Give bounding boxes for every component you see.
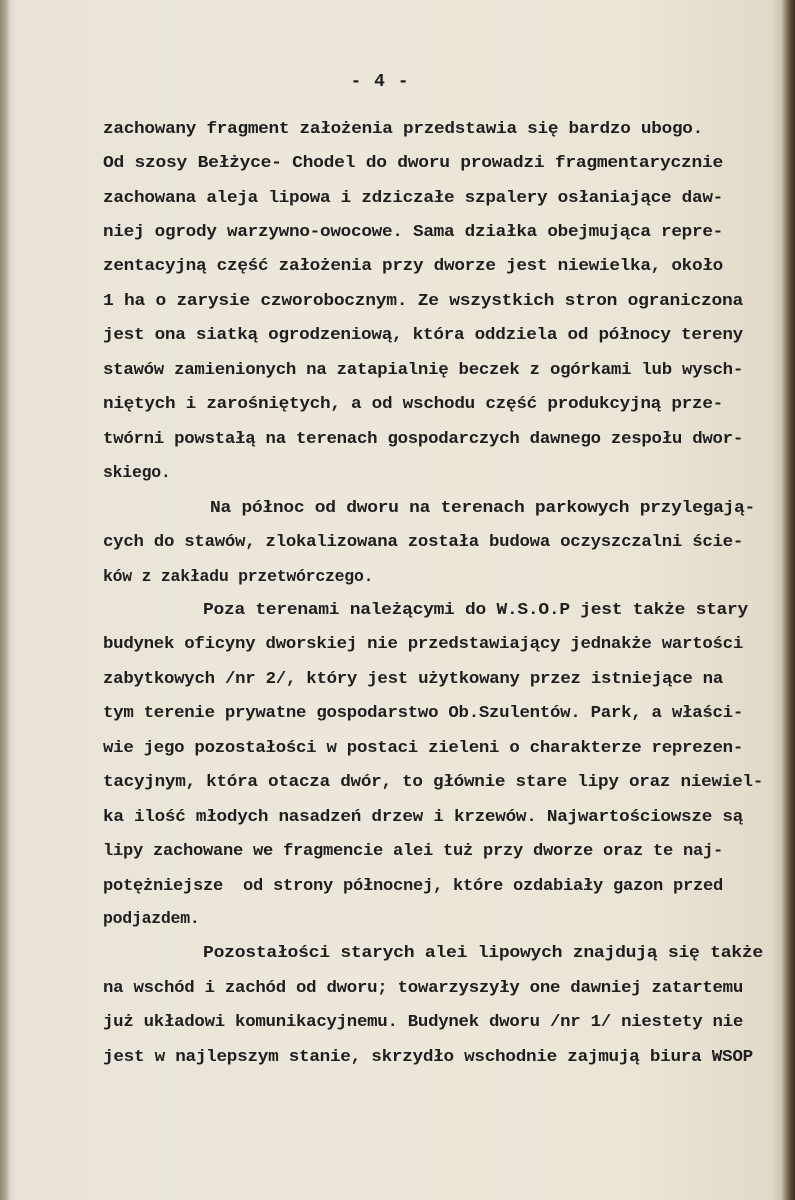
text-line: stawów zamienionych na zatapialnię beczek z ogórkami lub wysch- bbox=[103, 360, 743, 379]
text-line: Poza terenami należącymi do W.S.O.P jest także stary bbox=[203, 600, 748, 619]
text-line: twórni powstałą na terenach gospodarczych dawnego zespołu dwor- bbox=[103, 429, 743, 448]
page-binding-shadow bbox=[0, 0, 10, 1200]
text-line: zachowana aleja lipowa i zdziczałe szpalery osłaniające daw- bbox=[103, 188, 723, 207]
text-line: niej ogrody warzywno-owocowe. Sama działka obejmująca repre- bbox=[103, 222, 723, 241]
text-line: tacyjnym, która otacza dwór, to głównie stare lipy oraz niewiel- bbox=[103, 772, 763, 791]
text-line: potężniejsze od strony północnej, które ozdabiały gazon przed bbox=[103, 876, 724, 895]
text-line: zentacyjną część założenia przy dworze jest niewielka, około bbox=[103, 256, 723, 275]
text-line: Na północ od dworu na terenach parkowych przylegają- bbox=[210, 498, 755, 517]
text-line: ków z zakładu przetwórczego. bbox=[103, 567, 374, 586]
text-line: lipy zachowane we fragmencie alei tuż przy dworze oraz te naj- bbox=[103, 841, 724, 860]
text-line: Pozostałości starych alei lipowych znajdują się także bbox=[203, 943, 763, 962]
text-line: ka ilość młodych nasadzeń drzew i krzewów. Najwartościowsze są bbox=[103, 807, 744, 826]
text-line: na wschód i zachód od dworu; towarzyszyły one dawniej zatartemu bbox=[103, 978, 743, 997]
text-line: skiego. bbox=[103, 463, 171, 482]
text-line: tym terenie prywatne gospodarstwo Ob.Szulentów. Park, a właści- bbox=[103, 703, 743, 722]
text-line: Od szosy Bełżyce- Chodel do dworu prowadzi fragmentarycznie bbox=[103, 153, 723, 172]
text-line: cych do stawów, zlokalizowana została budowa oczyszczalni ście- bbox=[103, 532, 743, 551]
text-line: jest ona siatką ogrodzeniową, która oddziela od północy tereny bbox=[103, 325, 744, 344]
text-line: wie jego pozostałości w postaci zieleni o charakterze reprezen- bbox=[103, 738, 743, 757]
text-line: zachowany fragment założenia przedstawia się bardzo ubogo. bbox=[103, 119, 703, 138]
page-number: - 4 - bbox=[350, 72, 410, 92]
page-right-edge bbox=[781, 0, 795, 1200]
text-line: budynek oficyny dworskiej nie przedstawiający jednakże wartości bbox=[103, 634, 743, 653]
text-line: jest w najlepszym stanie, skrzydło wschodnie zajmują biura WSOP bbox=[103, 1047, 753, 1066]
text-line: już układowi komunikacyjnemu. Budynek dworu /nr 1/ niestety nie bbox=[103, 1012, 743, 1031]
text-line: niętych i zarośniętych, a od wschodu część produkcyjną prze- bbox=[103, 394, 723, 413]
text-line: 1 ha o zarysie czworobocznym. Ze wszystkich stron ograniczona bbox=[103, 291, 744, 310]
text-line: podjazdem. bbox=[103, 909, 200, 928]
text-line: zabytkowych /nr 2/, który jest użytkowany przez istniejące na bbox=[103, 669, 723, 688]
